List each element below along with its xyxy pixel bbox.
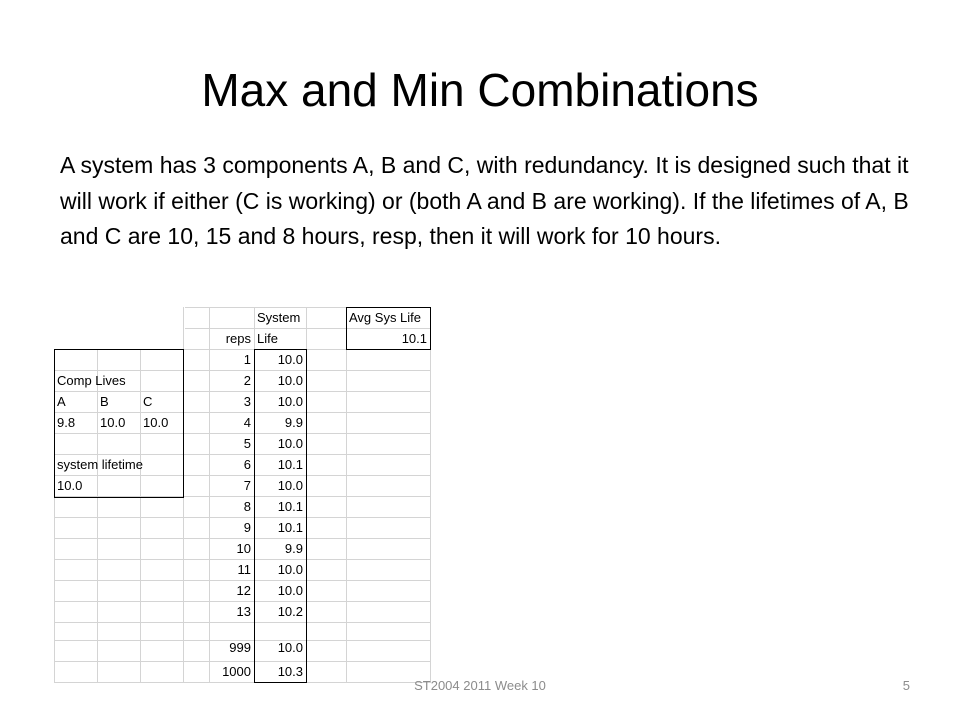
avg-sys-life-value: 10.1 — [401, 331, 427, 346]
life-cell: 10.1 — [277, 499, 303, 514]
life-cell: 10.0 — [277, 562, 303, 577]
system-lifetime-value: 10.0 — [57, 478, 83, 493]
grid-line — [54, 622, 431, 623]
reps-cell: 10 — [236, 541, 251, 556]
reps-cell: 9 — [243, 520, 251, 535]
reps-cell: 1 — [243, 352, 251, 367]
life-cell: 10.0 — [277, 394, 303, 409]
life-cell: 10.0 — [277, 373, 303, 388]
reps-cell: 6 — [243, 457, 251, 472]
reps-cell: 2 — [243, 373, 251, 388]
comp-name-a: A — [57, 394, 66, 409]
slide-body-text: A system has 3 components A, B and C, with redundancy. It is designed such that it will work if either (C is working) or (both A and B are working). If the lifetimes of A, B and C are 10, 15 and 8 hours, resp, then it will work for 10 hours. — [60, 152, 909, 249]
life-cell: 10.3 — [277, 664, 303, 679]
reps-cell: 3 — [243, 394, 251, 409]
reps-cell: 4 — [243, 415, 251, 430]
comp-name-c: C — [143, 394, 153, 409]
reps-cell: 13 — [236, 604, 251, 619]
grid-line — [346, 307, 347, 683]
life-cell: 9.9 — [284, 541, 303, 556]
reps-cell: 7 — [243, 478, 251, 493]
life-cell: 10.0 — [277, 436, 303, 451]
comp-name-b: B — [100, 394, 109, 409]
life-cell: 10.2 — [277, 604, 303, 619]
system-lifetime-label: system lifetime — [57, 457, 143, 472]
comp-lives-label: Comp Lives — [57, 373, 126, 388]
comp-value-b: 10.0 — [100, 415, 126, 430]
comp-value-a: 9.8 — [57, 415, 76, 430]
reps-cell: 999 — [229, 640, 251, 655]
reps-cell: 11 — [237, 562, 251, 577]
system-header: System — [257, 310, 301, 325]
spreadsheet — [54, 307, 431, 683]
avg-sys-life-header: Avg Sys Life — [349, 310, 422, 325]
slide-footer: ST2004 2011 Week 10 — [414, 678, 546, 693]
reps-cell: 5 — [243, 436, 251, 451]
life-cell: 10.1 — [277, 520, 303, 535]
reps-cell: 8 — [243, 499, 251, 514]
slide-number: 5 — [902, 678, 910, 693]
reps-cell: 1000 — [222, 664, 251, 679]
life-cell: 10.0 — [277, 640, 303, 655]
grid-line — [430, 307, 431, 683]
life-cell: 10.0 — [277, 583, 303, 598]
life-cell: 10.1 — [277, 457, 303, 472]
life-cell: 10.0 — [277, 352, 303, 367]
life-cell: 10.0 — [277, 478, 303, 493]
grid-line — [54, 682, 431, 683]
comp-value-c: 10.0 — [143, 415, 169, 430]
life-cell: 9.9 — [284, 415, 303, 430]
reps-header: reps — [225, 331, 251, 346]
life-header: Life — [257, 331, 278, 346]
slide-title: Max and Min Combinations — [201, 64, 759, 116]
reps-cell: 12 — [236, 583, 251, 598]
